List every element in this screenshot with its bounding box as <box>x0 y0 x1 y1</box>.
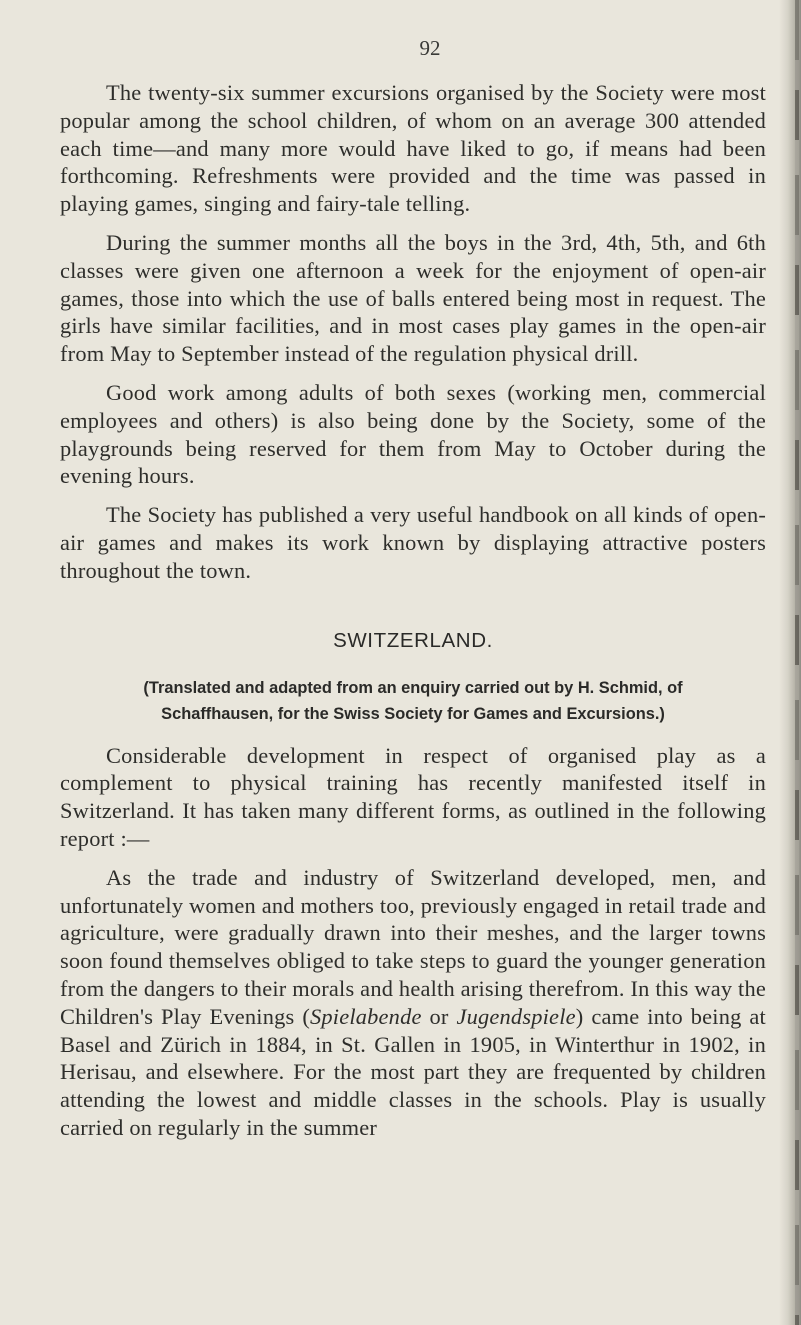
report-italic-jugendspiele: Jugendspiele <box>456 1003 576 1029</box>
paragraph-intro: Considerable development in respect of organised play as a complement to physical training has recently manifested itself in Switzerland. It has taken many different forms, as outlined in the following report :— <box>60 742 766 851</box>
paragraph-boys-games: During the summer months all the boys in the 3rd, 4th, 5th, and 6th classes were given one afternoon a week for the enjoyment of open-air games, those into which the use of balls entered being most in request. The girls have similar facilities, and in most cases play games in the open-air from May to September instead of the regulation physical drill. <box>60 229 766 367</box>
translation-note <box>60 675 766 727</box>
report-italic-spielabende: Spielabende <box>309 1003 422 1029</box>
paragraph-handbook: The Society has published a very useful handbook on all kinds of open-air games and makes its work known by displaying attractive posters throughout the town. <box>60 502 766 583</box>
report-text-or: or <box>421 1003 457 1029</box>
translation-note-line-2: Schaffhausen, for the Swiss Society for Games and Excursions.) <box>161 704 665 723</box>
paragraph-report <box>60 864 766 1142</box>
section-heading: SWITZERLAND. <box>333 628 493 652</box>
paragraph-excursions: The twenty-six summer excursions organised by the Society were most popular among the school children, of whom on an average 300 attended each time—and many more would have liked to go, if means had been forthcoming. Refreshments were provided and the time was passed in playing games, singing and fairy-tale telling. <box>60 80 766 217</box>
report-text-before: As the trade and industry of Switzerland developed, men, and unfortunately women and mothers too, previously engaged in retail trade and agriculture, were gradually drawn into their meshes, and the larger towns soon found themselves obliged to take steps to guard the younger generation from the dangers to their morals and health arising therefrom. In this way the Children's Play Evenings ( <box>60 864 766 1029</box>
document-page <box>60 36 766 1153</box>
report-text-after: ) came into being at Basel and Zürich in 1884, in St. Gallen in 1905, in Winterthur in 1902, in Herisau, and elsewhere. For the most part they are frequented by children attending the lowest and middle classes in the schools. Play is usually carried on regularly in the summer <box>60 1003 766 1140</box>
translation-note-line-1: (Translated and adapted from an enquiry carried out by H. Schmid, of <box>143 678 683 697</box>
paragraph-adults: Good work among adults of both sexes (working men, commercial employees and others) is also being done by the Society, some of the playgrounds being reserved for them from May to October during the evening hours. <box>60 379 766 489</box>
page-edge-shadow <box>779 0 801 1325</box>
page-number: 92 <box>419 36 441 60</box>
